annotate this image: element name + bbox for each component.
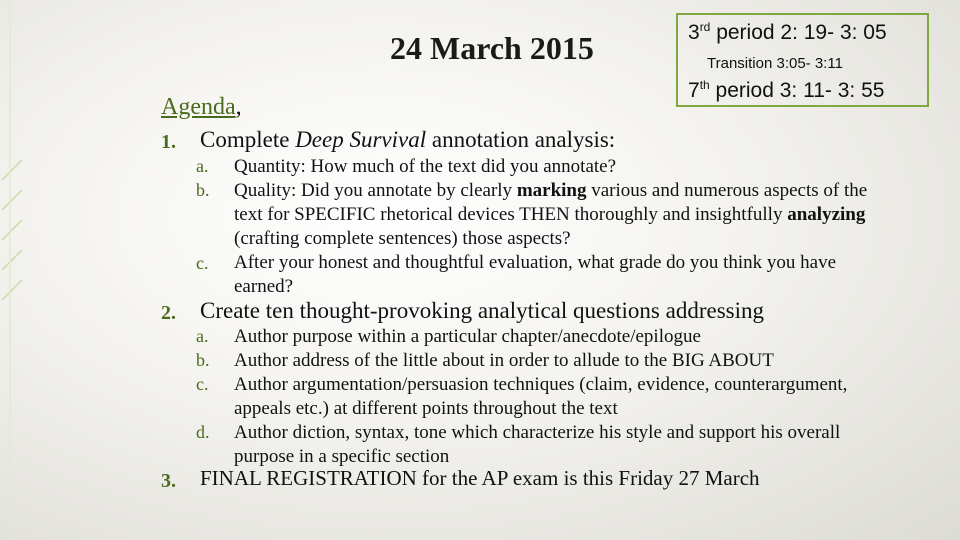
item-1a-letter: a. xyxy=(196,156,209,176)
schedule-line-7th-period: 7th period 3: 11- 3: 55 xyxy=(688,78,885,102)
item-2c-text: Author argumentation/persuasion techniques (claim, evidence, counterargument, appeals etc.) at different points throughout the text xyxy=(234,374,848,419)
item-1-text: Complete Deep Survival annotation analysis: xyxy=(200,127,616,152)
item-2b-text: Author address of the little about in order to allude to the BIG ABOUT xyxy=(234,350,774,371)
item-2a-text: Author purpose within a particular chapter/anecdote/epilogue xyxy=(234,326,701,347)
schedule-line-transition: Transition 3:05- 3:11 xyxy=(707,55,843,72)
item-2-text: Create ten thought-provoking analytical questions addressing xyxy=(200,298,765,323)
item-2c-letter: c. xyxy=(196,374,209,394)
item-1c-text: After your honest and thoughtful evaluation, what grade do you think you have earned? xyxy=(234,252,837,297)
agenda-heading: Agenda, xyxy=(161,94,242,120)
item-3-text: FINAL REGISTRATION for the AP exam is this Friday 27 March xyxy=(200,466,760,490)
slide-title: 24 March 2015 xyxy=(390,30,594,66)
item-2b-letter: b. xyxy=(196,350,210,370)
item-1c-letter: c. xyxy=(196,253,209,273)
item-2-number: 2. xyxy=(161,302,176,324)
item-1-number: 1. xyxy=(161,131,176,153)
schedule-box xyxy=(676,13,929,107)
item-2a-letter: a. xyxy=(196,326,209,346)
item-1b-letter: b. xyxy=(196,180,210,200)
item-1a-text: Quantity: How much of the text did you annotate? xyxy=(234,156,617,177)
decorative-arrows xyxy=(0,0,34,540)
schedule-line-3rd-period: 3rd period 2: 19- 3: 05 xyxy=(688,20,887,44)
item-1b-text: Quality: Did you annotate by clearly marking various and numerous aspects of the text for SPECIFIC rhetorical devices THEN thoroughly and insightfully analyzing (crafting complete sentences) those aspects? xyxy=(234,180,868,249)
item-2d-text: Author diction, syntax, tone which characterize his style and support his overall purpose in a specific section xyxy=(234,422,841,467)
item-2d-letter: d. xyxy=(196,422,210,442)
item-3-number: 3. xyxy=(161,470,176,492)
